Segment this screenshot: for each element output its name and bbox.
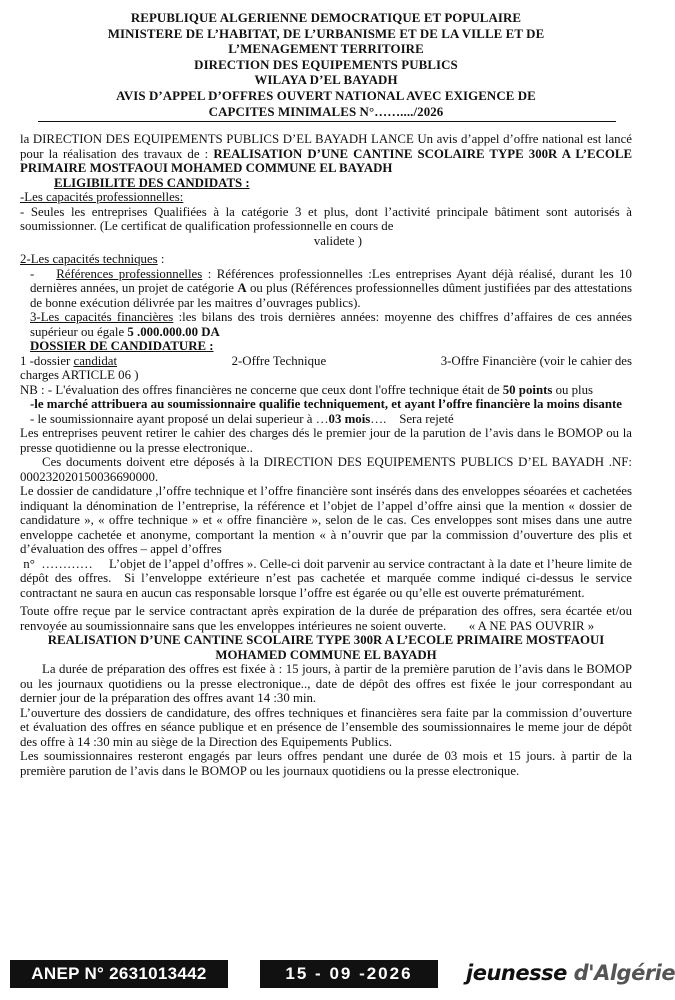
intro-text: la DIRECTION DES EQUIPEMENTS PUBLICS D’EL BAYADH LANCE Un avis d’appel d’offre national est lancé pour la réalisation des travaux de :: [20, 132, 632, 161]
dossier-items: [20, 354, 632, 369]
prof-capacities-text-end: validete ): [313, 233, 362, 248]
footer: [0, 955, 675, 1000]
body-paragraph-3: Le dossier de candidature ,l’offre technique et l’offre financière sont insérés dans des enveloppes séoarées et cachetées indiquant la dénomination de l’entreprise, la référence et l’objet de l’appel d’offre ainsi que la mention « dossier de candidature », « offre technique » et « offre financière », selon de le cas. Ces enveloppes sont mises dans une autre enveloppe cachetée et anonyme, comportant la mention « à n’ouvrir que par la commission d’ouverture des plis et d’évaluation des offres – appel d’offres: [20, 484, 632, 556]
dossier-item-1-prefix: 1 -dossier: [20, 353, 74, 368]
notice-header: [10, 11, 642, 120]
nb-reject-delay: 03 mois: [328, 411, 371, 426]
references-label: Références professionnelles: [56, 266, 203, 281]
prof-capacities-text: - Seules les entreprises Qualifiées à la catégorie 3 et plus, dont l’activité principale bâtiment sont autorisés à soumissionner. (Le certificat de qualification professionnelle en cours de: [20, 204, 632, 233]
header-line-7: CAPCITES MINIMALES N°……..../2026: [208, 104, 444, 119]
eligibility-heading: ELIGIBILITE DES CANDIDATS :: [54, 175, 250, 190]
nb-award: -le marché attribuera au soumissionnaire qualifie techniquement, et ayant l’offre financière la moins disante: [30, 397, 622, 411]
dossier-item-3-cont: charges ARTICLE 06 ): [20, 368, 139, 382]
newspaper-logo: [466, 955, 675, 991]
references-paragraph: [20, 267, 632, 311]
body-paragraph-5-text: Toute offre reçue par le service contractant après expiration de la durée de préparation des offres, sera écartée et/ou renvoyée au soumissionnaire sans que les enveloppes intérieures ne soient ouverte.: [20, 604, 632, 633]
newspaper-logo-word-2: d'Algérie: [566, 961, 675, 985]
financial-amount: 5 .000.000.00 DA: [127, 324, 220, 339]
nb-text: NB : - L'évaluation des offres financières ne concerne que ceux dont l'offre technique était de: [20, 382, 503, 397]
dossier-item-2: 2-Offre Technique: [231, 353, 327, 368]
body-paragraph-2: Ces documents doivent etre déposés à la DIRECTION DES EQUIPEMENTS PUBLICS D’EL BAYADH .NF: 000232020150036690000.: [20, 455, 632, 484]
references-prefix: -: [30, 266, 57, 281]
body-paragraph-1: Les entreprises peuvent retirer le cahier des charges dés le premier jour de la parution de l’avis dans le BOMOP ou la presse quotidienne ou la presse electronique..: [20, 426, 632, 455]
dossier-heading: DOSSIER DE CANDIDATURE :: [30, 339, 214, 353]
references-text-2: ou plus (Références professionnelles dûment justifiées par des attestations de bonne exécution délivrée par les maitres d’ouvrages publics).: [30, 281, 632, 310]
body-paragraph-8: L’ouverture des dossiers de candidature, des offres techniques et financières sera faite par la commission d’ouverture et évaluation des offres en séance publique et en présence de l’ensemble des soumissionnaires le meme jour de dépôt des offre à 14 :30 min au siège de la Direction des Equipements Publics.: [20, 705, 632, 749]
header-line-6: AVIS D’APPEL D’OFFRES OUVERT NATIONAL AVEC EXIGENCE DE: [116, 88, 536, 103]
newspaper-logo-word-1: jeunesse: [466, 961, 567, 985]
header-line-4: DIRECTION DES EQUIPEMENTS PUBLICS: [194, 57, 458, 72]
tech-capacities-line: [20, 252, 632, 267]
intro-paragraph: [20, 132, 632, 176]
project-title: REALISATION D’UNE CANTINE SCOLAIRE TYPE 300R A L’ECOLE PRIMAIRE MOSTFAOUI MOHAMED COMMUNE EL BAYADH: [20, 146, 633, 175]
tech-capacities-colon: :: [157, 252, 165, 266]
nb-reject: [20, 412, 632, 427]
title-underline: [38, 121, 616, 122]
dossier-item-1: [20, 354, 117, 369]
prof-capacities-heading: -Les capacités professionnelles:: [20, 190, 184, 204]
nb-reject-end: …. Sera rejeté: [370, 411, 454, 426]
header-line-5: WILAYA D’EL BAYADH: [254, 73, 398, 88]
anep-number-badge: ANEP N° 2631013442: [10, 960, 228, 988]
header-line-1: REPUBLIQUE ALGERIENNE DEMOCRATIQUE ET POPULAIRE: [130, 11, 522, 25]
financial-heading: 3-Les capacités financières: [30, 310, 174, 324]
body-paragraph-5-mark: « A NE PAS OUVRIR »: [446, 618, 595, 633]
tech-capacities-heading: 2-Les capacités techniques: [20, 252, 158, 266]
body-paragraph-5: [20, 604, 632, 633]
nb-reject-text: - le soumissionnaire ayant proposé un delai superieur à …: [30, 411, 329, 426]
nb-paragraph: [20, 383, 632, 398]
references-text: : Références professionnelles :Les entreprises Ayant déjà réalisé, durant les 10 dernières années, un projet de catégorie: [30, 266, 632, 295]
body-paragraph-4: n° ………… L’objet de l’appel d’offres ». Celle-ci doit parvenir au service contractant à la date et l’heure limite de dépôt des offres. Si l’enveloppe extérieure n’est pas cachetée et marquée comme indiqué ci-dessus le service contractant ne saura en aucun cas responsable lorsque l’offre est égarée ou qu’elle est ouverte prématurément.: [20, 556, 636, 600]
header-line-2: MINISTERE DE L’HABITAT, DE L’URBANISME ET DE LA VILLE ET DE: [107, 26, 545, 41]
nb-points: 50 points: [502, 382, 553, 397]
financial-paragraph: [20, 310, 632, 339]
notice-body: [20, 132, 636, 778]
dossier-item-3: 3-Offre Financière (voir le cahier des: [440, 353, 632, 368]
publication-date-badge: 15 - 09 -2026: [260, 960, 438, 988]
body-paragraph-7: La durée de préparation des offres est fixée à : 15 jours, à partir de la première parution de l’avis dans le BOMOP ou les journaux quotidiens ou la presse electronique.., date de dépôt des offres est fixée le jour correspondant au dernier jour de la préparation des offres avant 14 :30 min.: [20, 662, 632, 705]
references-category: A: [237, 281, 247, 295]
nb-text-end: ou plus: [552, 382, 594, 397]
dossier-item-1-word: candidat: [73, 353, 118, 368]
header-line-3: L’MENAGEMENT TERRITOIRE: [228, 42, 424, 57]
project-title-repeat: REALISATION D’UNE CANTINE SCOLAIRE TYPE 300R A L’ECOLE PRIMAIRE MOSTFAOUI MOHAMED COMMUNE EL BAYADH: [47, 633, 605, 662]
body-paragraph-9: Les soumissionnaires resteront engagés par leurs offres pendant une durée de 03 mois et 15 jours. à partir de la première parution de l’avis dans le BOMOP ou les journaux quotidiens ou la presse electronique.: [20, 749, 632, 778]
financial-text: :les bilans des trois dernières années: moyenne des chiffres d’affaires de ces années supérieur ou égale: [30, 310, 632, 339]
